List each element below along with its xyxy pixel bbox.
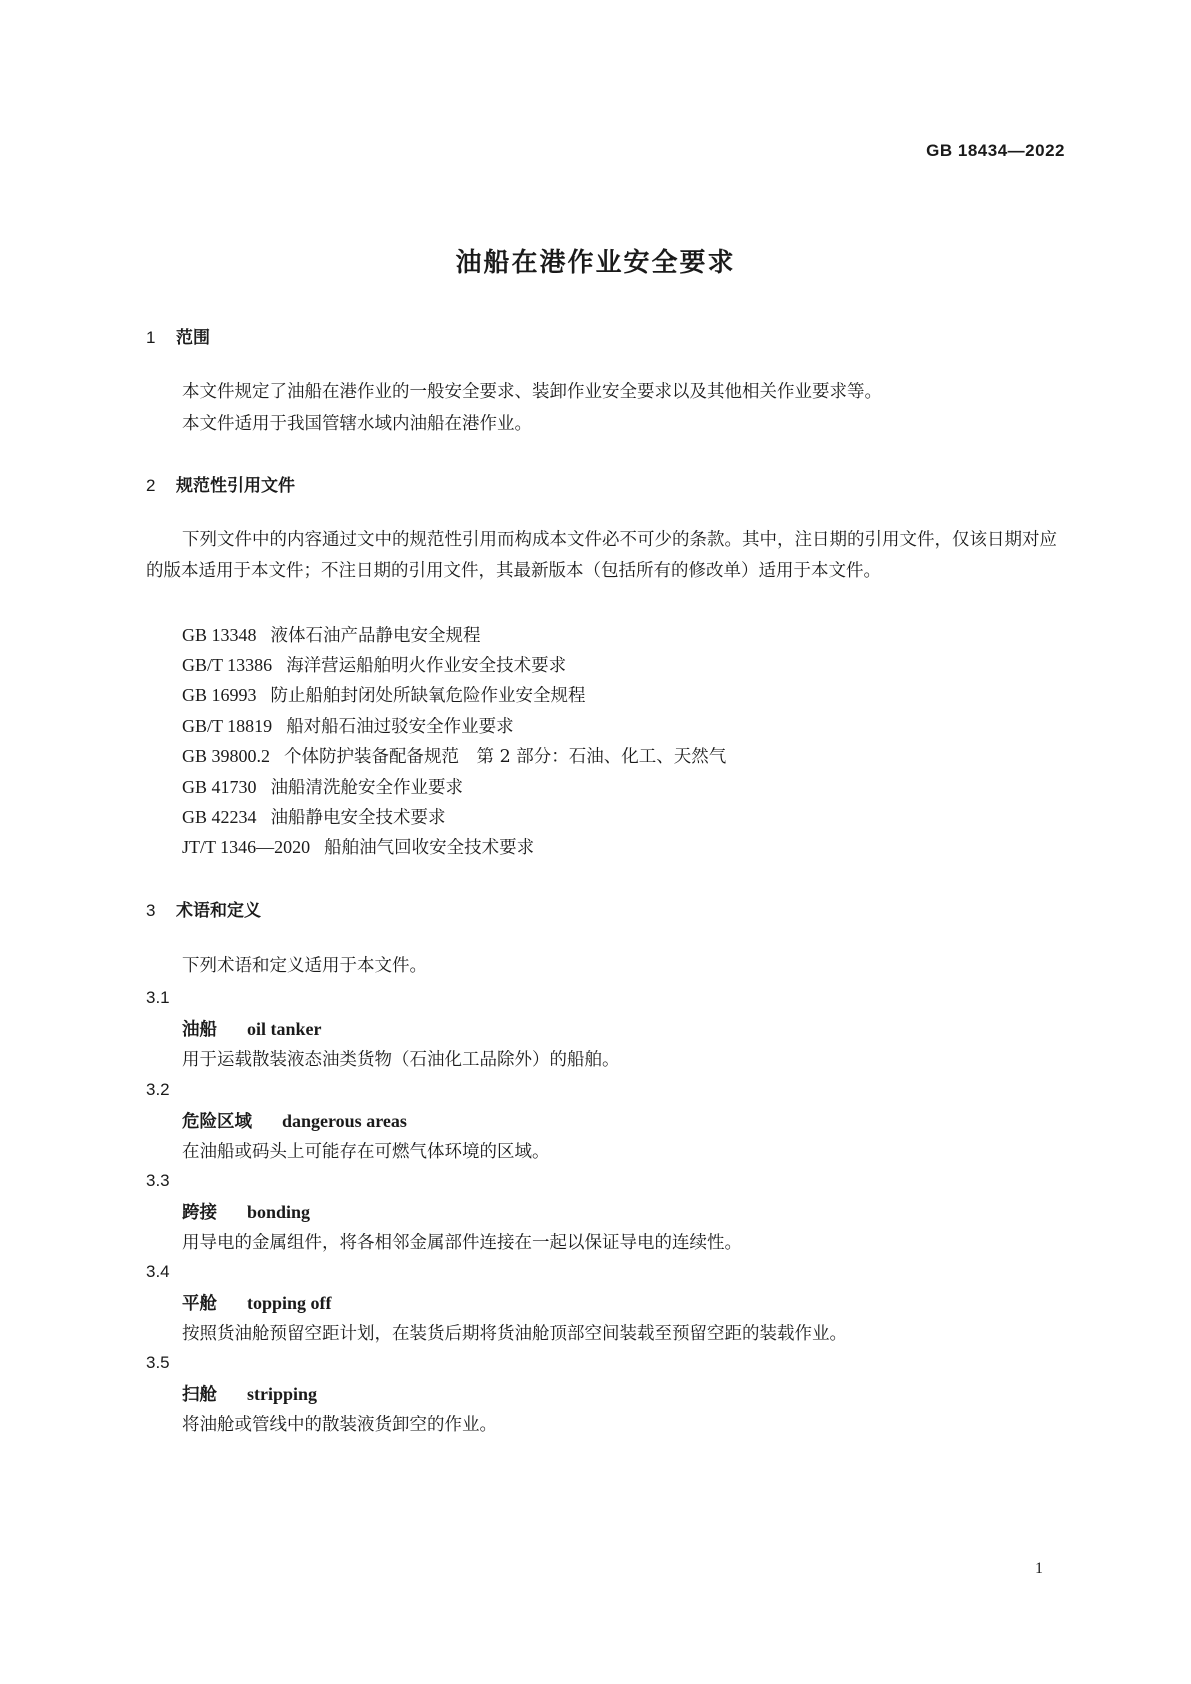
- reference-title: 液体石油产品静电安全规程: [270, 626, 481, 646]
- reference-item: [182, 834, 534, 859]
- references-intro: 下列文件中的内容通过文中的规范性引用而构成本文件必不可少的条款。其中，注日期的引用文件，仅该日期对应的版本适用于本文件；不注日期的引用文件，其最新版本（包括所有的修改单）适用于本文件。: [146, 530, 1057, 581]
- term-english: bonding: [247, 1202, 311, 1222]
- reference-item: [182, 743, 726, 768]
- reference-code: JT/T 1346—2020: [182, 837, 311, 857]
- section-title: 规范性引用文件: [176, 476, 295, 496]
- reference-item: [182, 713, 514, 738]
- standard-code: GB 18434—2022: [926, 141, 1065, 160]
- reference-title: 油船清洗舱安全作业要求: [270, 778, 464, 798]
- term-definition: 用导电的金属组件，将各相邻金属部件连接在一起以保证导电的连续性。: [182, 1233, 742, 1253]
- scope-paragraph-1: 本文件规定了油船在港作业的一般安全要求、装卸作业安全要求以及其他相关作业要求等。: [182, 382, 882, 402]
- term-number: 3.5: [146, 1353, 170, 1372]
- reference-item: [182, 622, 481, 647]
- reference-title: 油船静电安全技术要求: [270, 808, 446, 828]
- reference-title: 海洋营运船舶明火作业安全技术要求: [286, 656, 567, 676]
- reference-item: [182, 804, 446, 829]
- term-chinese: 危险区域: [182, 1112, 252, 1132]
- reference-title: 防止船舶封闭处所缺氧危险作业安全规程: [270, 686, 586, 706]
- term-number: 3.1: [146, 988, 170, 1007]
- term-definition: 将油舱或管线中的散装液货卸空的作业。: [182, 1415, 497, 1435]
- term-number: 3.4: [146, 1262, 170, 1281]
- reference-item: [182, 652, 566, 677]
- section-title: 范围: [176, 328, 210, 348]
- reference-code: GB 16993: [182, 685, 257, 705]
- term-definition: 在油船或码头上可能存在可燃气体环境的区域。: [182, 1142, 550, 1162]
- term-english: oil tanker: [247, 1019, 322, 1039]
- term-heading: [182, 1381, 317, 1406]
- section-3-heading: [146, 896, 261, 921]
- term-definition: 用于运载散装液态油类货物（石油化工品除外）的船舶。: [182, 1050, 620, 1070]
- reference-title: 个体防护装备配备规范 第 2 部分：石油、化工、天然气: [284, 747, 727, 767]
- section-title: 术语和定义: [176, 901, 261, 921]
- scope-paragraph-2: 本文件适用于我国管辖水域内油船在港作业。: [182, 414, 532, 434]
- reference-code: GB 41730: [182, 777, 257, 797]
- term-chinese: 油船: [182, 1020, 217, 1040]
- term-chinese: 扫舱: [182, 1385, 217, 1405]
- reference-code: GB/T 13386: [182, 655, 273, 675]
- section-2-heading: [146, 471, 295, 496]
- term-heading: [182, 1016, 322, 1041]
- reference-item: [182, 682, 586, 707]
- terms-intro: 下列术语和定义适用于本文件。: [182, 956, 427, 976]
- reference-code: GB 42234: [182, 807, 257, 827]
- term-english: dangerous areas: [282, 1111, 407, 1131]
- term-number: 3.2: [146, 1080, 170, 1099]
- reference-code: GB 13348: [182, 625, 257, 645]
- reference-title: 船对船石油过驳安全作业要求: [286, 717, 514, 737]
- reference-item: [182, 774, 463, 799]
- reference-code: GB/T 18819: [182, 716, 273, 736]
- term-number: 3.3: [146, 1171, 170, 1190]
- section-1-heading: [146, 323, 210, 348]
- term-chinese: 跨接: [182, 1203, 217, 1223]
- term-english: stripping: [247, 1384, 318, 1404]
- reference-title: 船舶油气回收安全技术要求: [324, 838, 535, 858]
- section-number: 1: [146, 328, 156, 347]
- term-heading: [182, 1290, 332, 1315]
- reference-code: GB 39800.2: [182, 746, 271, 766]
- term-english: topping off: [247, 1293, 332, 1313]
- section-number: 3: [146, 901, 156, 920]
- term-definition: 按照货油舱预留空距计划，在装货后期将货油舱顶部空间装载至预留空距的装载作业。: [182, 1324, 847, 1344]
- term-heading: [182, 1199, 310, 1224]
- section-number: 2: [146, 476, 156, 495]
- term-chinese: 平舱: [182, 1294, 217, 1314]
- document-title: 油船在港作业安全要求: [455, 248, 736, 278]
- page-number: 1: [1035, 1560, 1043, 1577]
- term-heading: [182, 1108, 407, 1133]
